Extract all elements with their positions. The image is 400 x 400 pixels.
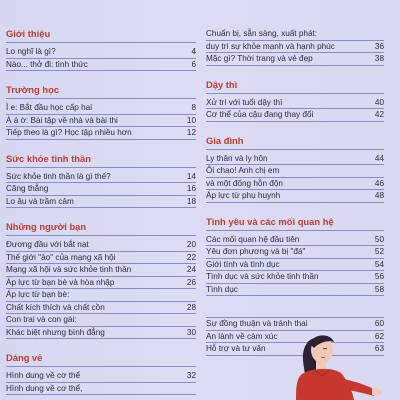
toc-entry	[6, 383, 196, 396]
toc-entry-title: Ì e: Bắt đầu học cấp hai	[6, 103, 93, 112]
toc-entry-page-number: 50	[374, 234, 384, 244]
toc-entry	[6, 314, 196, 327]
toc-entry	[6, 59, 196, 72]
toc-entry-title: Hỗ trợ và tư vấn	[206, 344, 266, 353]
toc-entry-page-number: 40	[374, 97, 384, 107]
toc-entry-title: Xử trí với tuổi dậy thì	[206, 97, 283, 107]
toc-entry-title: Hình dung về cơ thể,	[6, 383, 83, 393]
toc-entry-title: duy trì sự khỏe mạnh và hạnh phúc	[206, 41, 335, 51]
toc-entry-page-number: 24	[186, 265, 196, 274]
toc-entry-title: Áp lực từ phụ huynh	[206, 191, 281, 200]
toc-entry	[6, 46, 196, 59]
section-heading: Giới thiệu	[6, 28, 196, 43]
girl-illustration	[268, 330, 400, 400]
section-heading: Trường học	[6, 84, 196, 99]
section-heading: Những người bạn	[6, 221, 196, 236]
toc-entry	[206, 97, 384, 110]
toc-entry-page-number: 60	[374, 319, 384, 328]
toc-entry-title: Mặc gì? Thời trang và vẻ đẹp	[206, 54, 313, 63]
toc-entry-page-number: 44	[374, 153, 384, 163]
toc-entry-page-number: 52	[374, 247, 384, 256]
toc-entry-page-number: 14	[186, 171, 196, 181]
toc-entry	[6, 239, 196, 252]
toc-entry-page-number: 6	[191, 59, 196, 69]
toc-entry	[206, 53, 384, 66]
toc-entry-title: Sức khỏe tinh thần là gì thế?	[6, 171, 111, 181]
toc-entry-title: Áp lực từ bạn bè và hòa nhập	[6, 277, 115, 287]
toc-entry-title: Giới tính và tình dục	[206, 259, 280, 269]
toc-entry-title: Cơ thể của cậu đang thay đổi	[206, 110, 314, 119]
toc-entry-page-number: 36	[374, 41, 384, 51]
toc-entry-page-number: 10	[186, 115, 196, 125]
toc-section-truong-hoc	[6, 84, 196, 140]
toc-entry-title: Áp lực từ bạn bè:	[6, 290, 70, 299]
toc-entry-title: Hình dung về cơ thể	[6, 371, 81, 380]
toc-entry	[206, 234, 384, 247]
toc-section-tinh-yeu-va-cac-moi-quan-he	[206, 216, 384, 297]
toc-entry-title: Yêu đơn phương và bị "đá"	[206, 247, 306, 256]
toc-entry-page-number: 30	[186, 327, 196, 337]
toc-section-group-0	[206, 28, 384, 66]
toc-entry	[6, 102, 196, 115]
toc-section-gia-dinh	[206, 135, 384, 203]
section-heading: Sức khỏe tinh thần	[6, 153, 196, 168]
toc-entry	[6, 252, 196, 265]
toc-left-column	[6, 28, 196, 400]
toc-entry-page-number: 16	[186, 184, 196, 193]
toc-entry	[6, 196, 196, 209]
toc-entry-title: Khác biệt nhưng bình đẳng	[6, 327, 105, 337]
toc-entry	[6, 289, 196, 302]
toc-entry	[206, 153, 384, 166]
toc-entry	[206, 259, 384, 272]
toc-section-suc-khoe-tinh-than	[6, 153, 196, 209]
toc-entry	[6, 264, 196, 277]
toc-entry-page-number: 56	[374, 272, 384, 281]
toc-entry-title: Tình dục và sức khỏe tinh thần	[206, 272, 319, 281]
section-heading: Dáng vẻ	[6, 352, 196, 367]
toc-entry	[6, 302, 196, 315]
toc-entry-page-number: 12	[186, 128, 196, 137]
toc-entry-page-number: 62	[374, 331, 384, 341]
toc-entry-title: Thế giới "ảo" của mạng xã hội	[6, 252, 116, 262]
toc-entry-title: An lành về cảm xúc	[206, 331, 278, 341]
toc-entry	[206, 178, 384, 191]
toc-entry-title: Tiếp theo là gì? Học tập nhiều hơn	[6, 128, 132, 137]
toc-entry-page-number: 58	[374, 284, 384, 294]
toc-section-dang-ve	[6, 352, 196, 395]
toc-entry-title: Chất kích thích và chất cồn	[6, 302, 105, 312]
toc-entry-title: Lo nghĩ là gì?	[6, 47, 56, 56]
toc-entry-page-number: 26	[186, 277, 196, 287]
toc-entry	[6, 115, 196, 128]
toc-entry-page-number: 4	[191, 47, 196, 56]
toc-entry-page-number: 63	[374, 344, 384, 353]
toc-entry-title: và một đống hỗn độn	[206, 178, 283, 188]
toc-entry-page-number: 20	[186, 240, 196, 249]
toc-entry-title: Các mối quan hệ đầu tiên	[206, 234, 300, 244]
section-heading: Gia đình	[206, 135, 384, 150]
toc-entry	[206, 271, 384, 284]
toc-entry-title: Con trai và con gái:	[6, 315, 77, 324]
toc-section-day-thi	[206, 79, 384, 122]
divider	[206, 309, 384, 318]
toc-entry	[6, 127, 196, 140]
toc-entry-page-number: 32	[186, 371, 196, 380]
toc-right-column	[206, 28, 384, 369]
toc-entry-page-number: 28	[186, 302, 196, 312]
toc-entry-title: Căng thẳng	[6, 184, 49, 193]
toc-entry-title: Lo âu và trầm cảm	[6, 196, 74, 206]
toc-entry-page-number: 22	[186, 252, 196, 262]
toc-entry	[206, 246, 384, 259]
toc-entry	[6, 370, 196, 383]
toc-entry-title: Sự đồng thuận và tránh thai	[206, 319, 308, 328]
toc-entry-title: Chuẩn bị, sẵn sàng, xuất phát:	[206, 29, 318, 38]
toc-entry-title: À á ờ: Bài tập về nhà và bài thi	[6, 115, 118, 125]
section-heading: Dậy thì	[206, 79, 384, 94]
toc-entry	[6, 171, 196, 184]
toc-entry	[206, 284, 384, 297]
toc-entry	[206, 109, 384, 122]
toc-entry	[6, 183, 196, 196]
toc-entry-title: Mạng xã hội và sức khỏe tinh thần	[6, 265, 132, 274]
toc-entry	[6, 327, 196, 340]
toc-section-nhung-nguoi-ban	[6, 221, 196, 339]
toc-entry-title: Ôi chao! Anh chị em	[206, 166, 280, 175]
toc-entry-title: Nào... thở đi: tình thức	[6, 59, 88, 69]
toc-entry	[206, 190, 384, 203]
toc-entry	[206, 165, 384, 178]
toc-entry-page-number: 8	[191, 103, 196, 112]
toc-entry-page-number: 46	[374, 178, 384, 188]
toc-entry-page-number: 48	[374, 191, 384, 200]
toc-entry-page-number: 18	[186, 196, 196, 206]
toc-entry	[206, 318, 384, 331]
section-heading: Tình yêu và các mối quan hệ	[206, 216, 384, 231]
toc-entry-page-number: 54	[374, 259, 384, 269]
toc-entry-title: Tình dục	[206, 284, 238, 294]
toc-entry-title: Đương đầu với bắt nạt	[6, 240, 89, 249]
toc-section-gioi-thieu	[6, 28, 196, 71]
toc-entry	[6, 277, 196, 290]
toc-entry	[206, 41, 384, 54]
toc-entry-page-number: 38	[374, 54, 384, 63]
toc-entry-title: Ly thân và ly hôn	[206, 153, 268, 163]
toc-entry	[206, 28, 384, 41]
toc-entry-page-number: 42	[374, 110, 384, 119]
